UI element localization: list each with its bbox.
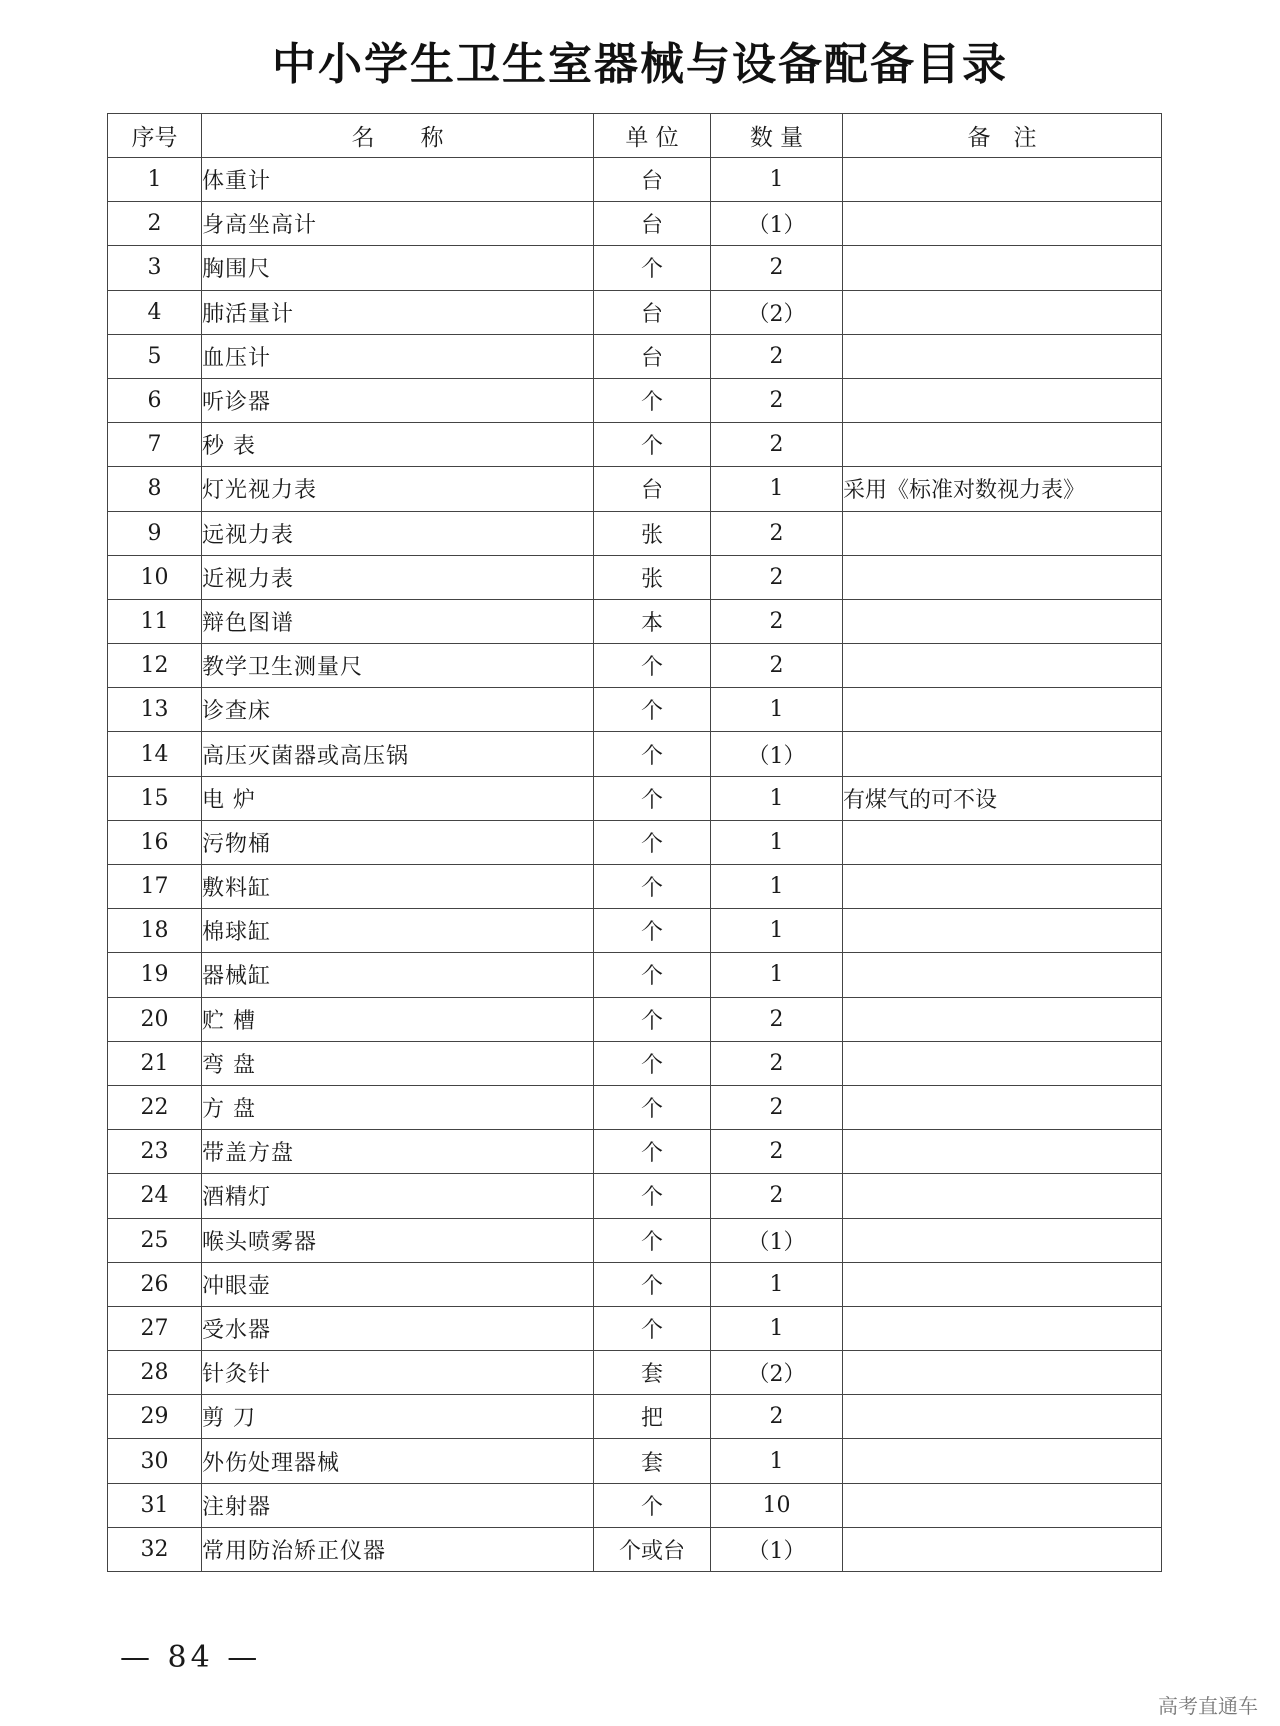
cell-qty: 1 (711, 820, 843, 864)
cell-name: 针灸针 (202, 1351, 594, 1395)
header-qty: 数 量 (711, 114, 843, 158)
cell-name: 贮 槽 (202, 997, 594, 1041)
cell-name: 带盖方盘 (202, 1130, 594, 1174)
table-row (108, 820, 1162, 864)
cell-qty: 2 (711, 246, 843, 290)
table-row (108, 732, 1162, 776)
cell-no: 4 (108, 290, 202, 334)
cell-note (843, 997, 1162, 1041)
table-row (108, 1262, 1162, 1306)
table-row (108, 555, 1162, 599)
cell-qty: 2 (711, 1395, 843, 1439)
table-row (108, 467, 1162, 511)
cell-no: 20 (108, 997, 202, 1041)
cell-no: 29 (108, 1395, 202, 1439)
cell-qty: 2 (711, 423, 843, 467)
cell-name: 肺活量计 (202, 290, 594, 334)
cell-name: 冲眼壶 (202, 1262, 594, 1306)
cell-note (843, 1262, 1162, 1306)
table-row (108, 334, 1162, 378)
table-row (108, 1439, 1162, 1483)
table-row (108, 1085, 1162, 1129)
table-row (108, 1041, 1162, 1085)
cell-note (843, 1483, 1162, 1527)
cell-note (843, 820, 1162, 864)
table-row (108, 1395, 1162, 1439)
cell-name: 听诊器 (202, 378, 594, 422)
cell-unit: 个 (594, 1174, 711, 1218)
cell-no: 6 (108, 378, 202, 422)
cell-unit: 个 (594, 1262, 711, 1306)
cell-name: 棉球缸 (202, 909, 594, 953)
cell-note (843, 1130, 1162, 1174)
cell-no: 25 (108, 1218, 202, 1262)
cell-note (843, 1306, 1162, 1350)
cell-no: 21 (108, 1041, 202, 1085)
header-no: 序号 (108, 114, 202, 158)
cell-unit: 张 (594, 555, 711, 599)
cell-unit: 个 (594, 1085, 711, 1129)
cell-no: 26 (108, 1262, 202, 1306)
cell-name: 血压计 (202, 334, 594, 378)
table-row (108, 997, 1162, 1041)
cell-unit: 个 (594, 378, 711, 422)
table-row (108, 511, 1162, 555)
cell-qty: （1） (711, 732, 843, 776)
table-body (108, 158, 1162, 1572)
cell-no: 24 (108, 1174, 202, 1218)
cell-name: 辩色图谱 (202, 599, 594, 643)
cell-note (843, 555, 1162, 599)
cell-note (843, 953, 1162, 997)
cell-unit: 个 (594, 423, 711, 467)
cell-no: 16 (108, 820, 202, 864)
cell-unit: 个 (594, 246, 711, 290)
cell-qty: 2 (711, 334, 843, 378)
cell-no: 19 (108, 953, 202, 997)
cell-no: 13 (108, 688, 202, 732)
cell-qty: （1） (711, 1527, 843, 1571)
cell-no: 7 (108, 423, 202, 467)
cell-qty: 1 (711, 865, 843, 909)
cell-no: 32 (108, 1527, 202, 1571)
cell-no: 10 (108, 555, 202, 599)
cell-qty: 1 (711, 1306, 843, 1350)
cell-no: 15 (108, 776, 202, 820)
cell-qty: 2 (711, 1085, 843, 1129)
cell-note (843, 246, 1162, 290)
cell-note (843, 334, 1162, 378)
cell-name: 敷料缸 (202, 865, 594, 909)
cell-name: 秒 表 (202, 423, 594, 467)
cell-qty: （1） (711, 202, 843, 246)
cell-note (843, 644, 1162, 688)
page-title: 中小学生卫生室器械与设备配备目录 (272, 39, 1008, 90)
header-unit: 单 位 (594, 114, 711, 158)
cell-name: 弯 盘 (202, 1041, 594, 1085)
cell-note (843, 423, 1162, 467)
cell-qty: 1 (711, 1262, 843, 1306)
cell-qty: 2 (711, 1041, 843, 1085)
cell-unit: 台 (594, 158, 711, 202)
cell-no: 12 (108, 644, 202, 688)
cell-no: 8 (108, 467, 202, 511)
cell-unit: 把 (594, 1395, 711, 1439)
cell-no: 5 (108, 334, 202, 378)
cell-unit: 个 (594, 1130, 711, 1174)
cell-qty: 1 (711, 688, 843, 732)
cell-note (843, 1351, 1162, 1395)
cell-note (843, 511, 1162, 555)
cell-no: 31 (108, 1483, 202, 1527)
cell-qty: 2 (711, 1130, 843, 1174)
cell-unit: 张 (594, 511, 711, 555)
header-note: 备 注 (843, 114, 1162, 158)
cell-note (843, 1218, 1162, 1262)
cell-no: 2 (108, 202, 202, 246)
cell-unit: 套 (594, 1351, 711, 1395)
table-row (108, 378, 1162, 422)
cell-name: 远视力表 (202, 511, 594, 555)
cell-qty: 2 (711, 378, 843, 422)
cell-qty: （1） (711, 1218, 843, 1262)
table-row (108, 599, 1162, 643)
cell-name: 灯光视力表 (202, 467, 594, 511)
cell-qty: 1 (711, 953, 843, 997)
cell-unit: 台 (594, 334, 711, 378)
cell-note: 采用《标准对数视力表》 (843, 467, 1162, 511)
cell-qty: 2 (711, 1174, 843, 1218)
cell-note (843, 1085, 1162, 1129)
cell-unit: 个 (594, 1041, 711, 1085)
cell-name: 常用防治矫正仪器 (202, 1527, 594, 1571)
table-row (108, 1174, 1162, 1218)
cell-qty: 2 (711, 511, 843, 555)
watermark: 高考直通车 (1158, 1694, 1258, 1718)
table-row (108, 1351, 1162, 1395)
cell-name: 身高坐高计 (202, 202, 594, 246)
cell-unit: 个 (594, 688, 711, 732)
cell-unit: 个 (594, 644, 711, 688)
header-name: 名 称 (202, 114, 594, 158)
table-row (108, 246, 1162, 290)
cell-qty: 10 (711, 1483, 843, 1527)
table-row (108, 776, 1162, 820)
table-row (108, 644, 1162, 688)
cell-note: 有煤气的可不设 (843, 776, 1162, 820)
cell-no: 17 (108, 865, 202, 909)
cell-name: 外伤处理器械 (202, 1439, 594, 1483)
cell-unit: 个 (594, 776, 711, 820)
cell-note (843, 909, 1162, 953)
cell-unit: 个 (594, 732, 711, 776)
cell-qty: 1 (711, 1439, 843, 1483)
cell-name: 诊查床 (202, 688, 594, 732)
cell-unit: 个或台 (594, 1527, 711, 1571)
cell-note (843, 1439, 1162, 1483)
cell-qty: 2 (711, 644, 843, 688)
cell-note (843, 1174, 1162, 1218)
cell-no: 1 (108, 158, 202, 202)
cell-qty: （2） (711, 290, 843, 334)
cell-note (843, 865, 1162, 909)
cell-name: 器械缸 (202, 953, 594, 997)
cell-unit: 台 (594, 467, 711, 511)
cell-name: 注射器 (202, 1483, 594, 1527)
cell-unit: 个 (594, 909, 711, 953)
table-row (108, 158, 1162, 202)
cell-name: 电 炉 (202, 776, 594, 820)
cell-note (843, 599, 1162, 643)
cell-name: 污物桶 (202, 820, 594, 864)
table-row (108, 290, 1162, 334)
table-header-row (108, 114, 1162, 158)
cell-no: 23 (108, 1130, 202, 1174)
cell-no: 27 (108, 1306, 202, 1350)
table-row (108, 1483, 1162, 1527)
cell-unit: 本 (594, 599, 711, 643)
table-row (108, 953, 1162, 997)
table-row (108, 1130, 1162, 1174)
cell-qty: 2 (711, 997, 843, 1041)
cell-no: 18 (108, 909, 202, 953)
cell-name: 方 盘 (202, 1085, 594, 1129)
cell-unit: 台 (594, 202, 711, 246)
cell-no: 9 (108, 511, 202, 555)
cell-note (843, 202, 1162, 246)
cell-qty: 2 (711, 555, 843, 599)
cell-unit: 个 (594, 1218, 711, 1262)
cell-qty: 2 (711, 599, 843, 643)
cell-note (843, 290, 1162, 334)
table-row (108, 423, 1162, 467)
cell-unit: 个 (594, 820, 711, 864)
cell-no: 11 (108, 599, 202, 643)
cell-unit: 个 (594, 1306, 711, 1350)
cell-name: 近视力表 (202, 555, 594, 599)
cell-no: 14 (108, 732, 202, 776)
cell-no: 28 (108, 1351, 202, 1395)
table-row (108, 1218, 1162, 1262)
table-row (108, 1306, 1162, 1350)
cell-unit: 个 (594, 953, 711, 997)
table-row (108, 1527, 1162, 1571)
cell-note (843, 732, 1162, 776)
cell-name: 酒精灯 (202, 1174, 594, 1218)
table-row (108, 909, 1162, 953)
cell-qty: （2） (711, 1351, 843, 1395)
cell-qty: 1 (711, 158, 843, 202)
cell-note (843, 1527, 1162, 1571)
table-row (108, 865, 1162, 909)
cell-unit: 台 (594, 290, 711, 334)
cell-no: 30 (108, 1439, 202, 1483)
cell-name: 教学卫生测量尺 (202, 644, 594, 688)
cell-note (843, 688, 1162, 732)
cell-unit: 个 (594, 997, 711, 1041)
cell-no: 22 (108, 1085, 202, 1129)
cell-note (843, 378, 1162, 422)
cell-note (843, 1395, 1162, 1439)
equipment-table (107, 113, 1162, 1572)
cell-qty: 1 (711, 776, 843, 820)
cell-unit: 个 (594, 1483, 711, 1527)
page-number: — 84 — (120, 1640, 262, 1675)
cell-name: 体重计 (202, 158, 594, 202)
cell-note (843, 158, 1162, 202)
table-row (108, 688, 1162, 732)
cell-name: 受水器 (202, 1306, 594, 1350)
cell-name: 胸围尺 (202, 246, 594, 290)
cell-note (843, 1041, 1162, 1085)
table-row (108, 202, 1162, 246)
cell-name: 高压灭菌器或高压锅 (202, 732, 594, 776)
cell-name: 剪 刀 (202, 1395, 594, 1439)
cell-name: 喉头喷雾器 (202, 1218, 594, 1262)
cell-qty: 1 (711, 467, 843, 511)
cell-unit: 个 (594, 865, 711, 909)
cell-qty: 1 (711, 909, 843, 953)
cell-no: 3 (108, 246, 202, 290)
cell-unit: 套 (594, 1439, 711, 1483)
